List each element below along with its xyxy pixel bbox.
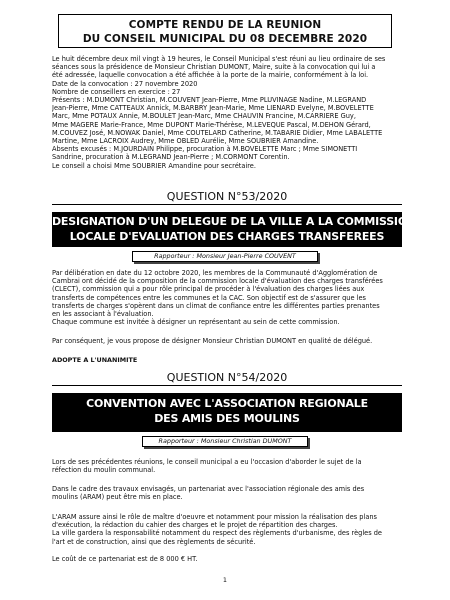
intro-line: Le conseil a choisi Mme SOUBRIER Amandine pour secrétaire.	[52, 161, 256, 170]
page-number: 1	[222, 576, 228, 584]
intro-line: Présents : M.DUMONT Christian, M.COUVENT Jean-Pierre, Mme PLUVINAGE Nadine, M.LEGRAND	[52, 96, 367, 105]
body-line: Chaque commune est invitée à désigner un représentant au sein de cette commission.	[52, 318, 340, 327]
intro-line: M.COUVEZ José, M.NOWAK Daniel, Mme COUTELARD Catherine, M.TABARIE Didier, Mme LABALETTE	[52, 128, 383, 137]
question-54-paragraph-2	[52, 485, 402, 501]
intro-line: Martine, Mme LACROIX Audrey, Mme OBLED Aurélie, Mme SOUBRIER Amandine.	[52, 137, 319, 146]
intro-line: été adressée, laquelle convocation a été affichée à la porte de la mairie, conformément à la loi.	[52, 71, 369, 80]
intro-line: Date de la convocation : 27 novembre 2020	[52, 79, 198, 88]
question-54-title-box	[52, 393, 402, 432]
question-54-heading	[52, 370, 402, 386]
intro-paragraph	[52, 55, 402, 170]
question-53-proposal	[52, 337, 402, 345]
body-line: La ville gardera la responsabilité notamment du respect des règlements d'urbanisme, des règles de	[52, 529, 382, 538]
question-53-label: QUESTION N°53/2020	[163, 190, 291, 203]
rapporteur-label: Rapporteur : Monsieur Christian DUMONT	[158, 437, 292, 445]
body-line: Lors de ses précédentes réunions, le conseil municipal a eu l'occasion d'aborder le sujet de la	[52, 458, 362, 466]
body-line: en les associant à l'évaluation.	[52, 310, 154, 319]
question-54-label: QUESTION N°54/2020	[163, 371, 291, 384]
body-line: réfection du moulin communal.	[52, 466, 156, 475]
body-line: (CLECT), commission qui a pour rôle principal de procéder à l'évaluation des charges liées aux	[52, 285, 365, 294]
intro-line: Nombre de conseillers en exercice : 27	[52, 87, 181, 96]
intro-line: Jean-Pierre, Mme CATTEAUX Annick, M.BARBRY Jean-Marie, Mme LIENARD Evelyne, M.BOVELETTE	[52, 104, 374, 113]
proposal-line: Par conséquent, je vous propose de désigner Monsieur Christian DUMONT en qualité de délégué.	[52, 337, 373, 345]
intro-line: Sandrine, procuration à M.LEGRAND Jean-Pierre ; M.CORMONT Corentin.	[52, 153, 290, 162]
body-line: Par délibération en date du 12 octobre 2020, les membres de la Communauté d'Agglomération de	[52, 269, 378, 277]
report-title-line2: DU CONSEIL MUNICIPAL DU 08 DECEMBRE 2020	[82, 33, 368, 45]
rapporteur-label: Rapporteur : Monsieur Jean-Pierre COUVENT	[154, 252, 296, 260]
intro-line: Absents excusés : M.JOURDAIN Philippe, procuration à M.BOVELETTE Marc ; Mme SIMONETTI	[52, 145, 358, 154]
intro-line: séances sous la présidence de Monsieur Christian DUMONT, Maire, suite à la convocation qui lui a	[52, 63, 376, 72]
question-53-heading	[52, 189, 402, 205]
body-line: moulins (ARAM) peut être mis en place.	[52, 493, 183, 502]
question-53-rapporteur	[132, 251, 318, 262]
question-54-paragraph-3	[52, 513, 402, 546]
question-53-adopted: ADOPTE A L'UNANIMITE	[52, 356, 138, 364]
question-53-title-line2: LOCALE D'EVALUATION DES CHARGES TRANSFEREES	[69, 230, 385, 243]
question-54-title-line2: DES AMIS DES MOULINS	[154, 412, 300, 425]
body-line: transferts de charges s'opèrent dans un climat de confiance entre les différentes parties prenantes	[52, 301, 380, 310]
question-54-paragraph-1	[52, 458, 402, 474]
intro-line: Marc, Mme POTAUX Annie, M.BOULET Jean-Marc, Mme CHAUVIN Francine, M.CARRIERE Guy,	[52, 112, 356, 121]
body-line: L'ARAM assure ainsi le rôle de maître d'oeuvre et notamment pour mission la réalisation des plans	[52, 513, 377, 521]
body-line: Cambrai ont décidé de la composition de la commission locale d'évaluation des charges transférées	[52, 277, 383, 286]
question-54-paragraph-4	[52, 555, 402, 563]
report-title-line1: COMPTE RENDU DE LA REUNION	[128, 19, 322, 31]
report-title-box	[58, 14, 392, 48]
body-line: Dans le cadre des travaux envisagés, un partenariat avec l'association régionale des amis des	[52, 485, 365, 493]
question-53-title-line1: DESIGNATION D'UN DELEGUE DE LA VILLE A LA COMMISSION	[52, 215, 416, 228]
question-53-title-box	[52, 212, 416, 247]
cost-line: Le coût de ce partenariat est de 8 000 € HT.	[52, 555, 198, 563]
intro-line: Le huit décembre deux mil vingt à 19 heures, le Conseil Municipal s'est réuni au lieu ordinaire de ses	[52, 55, 386, 63]
question-54-title-line1: CONVENTION AVEC L'ASSOCIATION REGIONALE	[86, 397, 368, 410]
body-line: l'art et de construction, ainsi que des règlements de sécurité.	[52, 537, 256, 546]
question-54-rapporteur	[142, 436, 308, 447]
question-53-body	[52, 269, 402, 326]
body-line: transferts de compétences entre les communes et la CAC. Son objectif est de s'assurer que les	[52, 293, 366, 302]
body-line: d'exécution, la rédaction du cahier des charges et le projet de répartition des charges.	[52, 521, 338, 530]
intro-line: Mme MAGERE Marie-France, Mme DUPONT Marie-Thérèse, M.LEVEQUE Pascal, M.DEHON Gérard,	[52, 120, 371, 129]
